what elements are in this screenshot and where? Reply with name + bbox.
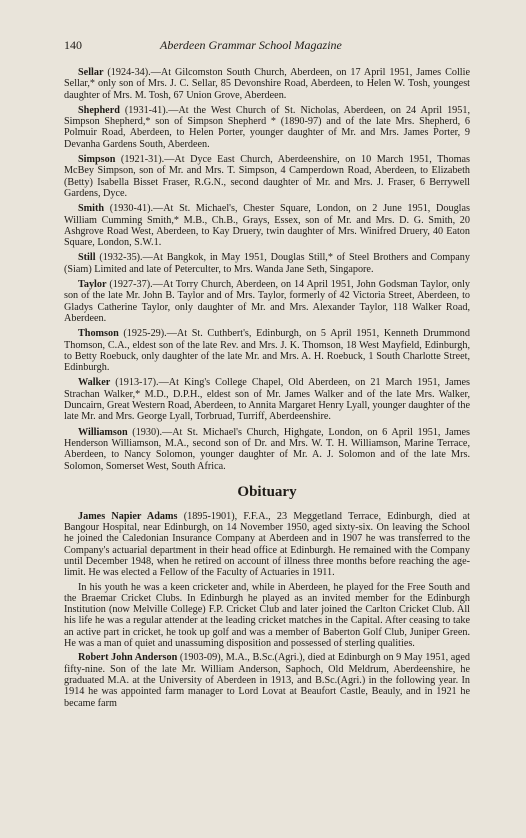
marriages-list [64, 67, 470, 472]
entry-text: (1927-37).—At Torry Church, Aberdeen, on 14 April 1951, John Godsman Taylor, only son of the late Mr. John B. Taylor and of Mrs. Taylor, formerly of 42 Victoria Street, Aberdeen, to Gladys Catherine Taylor, only daughter of Mr. and Mrs. Alexander Taylor, 118 Walker Road, Aberdeen. [64, 279, 470, 324]
entry-name: Taylor [78, 279, 107, 291]
entry-text: (1913-17).—At King's College Chapel, Old Aberdeen, on 21 March 1951, James Strachan Walker,* M.D., D.P.H., eldest son of Mr. James Walker and of the late Mrs. Walker, Duncairn, Great Western Road, Aberdeen, to Annita Margaret Henry Lyall, younger daughter of the late Mr. and Mrs. George Lyall, Torbruad, Turriff, Aberdeenshire. [64, 377, 470, 423]
obituary-paragraph [64, 652, 470, 708]
obituary-paragraph [64, 511, 470, 579]
obituary-list [64, 511, 470, 709]
entry-text: (1930).—At St. Michael's Church, Highgate, London, on 6 April 1951, James Henderson Williamson, M.A., second son of Dr. and Mrs. W. T. H. Williamson, Marine Terrace, Aberdeen, to Nancy Solomon, younger daughter of Mr. A. J. Solomon and of the late Mrs. Solomon, Somerset West, South Africa. [64, 426, 470, 472]
entry-name: Thomson [78, 328, 119, 340]
marriage-entry [64, 427, 470, 472]
obituary-name: Robert John Anderson [78, 652, 178, 664]
marriage-entry [64, 377, 470, 422]
entry-name: Smith [78, 203, 105, 215]
entry-name: Williamson [78, 426, 128, 438]
marriage-entry [64, 67, 470, 101]
journal-title: Aberdeen Grammar School Magazine [160, 38, 342, 52]
obituary-text: (1895-1901), F.F.A., 23 Meggetland Terrace, Edinburgh, died at Bangour Hospital, near Edinburgh, on 14 November 1950, aged sixty-six. On leaving the School he joined the Caledonian Insurance Company at Aberdeen and in 1907 he was transferred to the Company's actuarial department in their head office at Edinburgh. He remained with the Company until December 1948, when he retired on account of illness three months before reaching the age-limit. He was elected a Fellow of the Faculty of Actuaries in 1911. [64, 510, 470, 579]
entry-text: (1925-29).—At St. Cuthbert's, Edinburgh, on 5 April 1951, Kenneth Drummond Thomson, C.A., eldest son of the late Rev. and Mrs. J. K. Thomson, 18 West Mayfield, Edinburgh, to Betty Roebuck, only daughter of the late Mr. and Mrs. A. H. Roebuck, 1 South Charlotte Street, Edinburgh. [64, 328, 470, 374]
page-number: 140 [64, 38, 82, 52]
entry-text: (1931-41).—At the West Church of St. Nicholas, Aberdeen, on 24 April 1951, Simpson Shepherd,* son of Simpson Shepherd * (1890-97) and of the late Mrs. Shepherd, 6 Polmuir Road, Aberdeen, to Helen Porter, younger daughter of Mr. and Mrs. James Porter, 9 Devanha Gardens South, Aberdeen. [64, 104, 470, 150]
entry-text: (1921-31).—At Dyce East Church, Aberdeenshire, on 10 March 1951, Thomas McBey Simpson, son of Mr. and Mrs. T. Simpson, 4 Camperdown Road, Aberdeen, to Elizabeth (Betty) Isabella Bisset Fraser, R.G.N., second daughter of Mr. and Mrs. J. Fraser, 6 Berrywell Gardens, Dyce. [64, 154, 470, 199]
section-title-obituary: Obituary [237, 483, 297, 500]
marriage-entry [64, 105, 470, 150]
entry-name: Sellar [78, 67, 104, 78]
obituary-paragraph [64, 582, 470, 650]
marriage-entry [64, 203, 470, 248]
entry-text: (1932-35).—At Bangkok, in May 1951, Douglas Still,* of Steel Brothers and Company (Siam) Limited and late of Peterculter, to Mrs. Wanda Jane Seth, Singapore. [64, 252, 470, 275]
obituary-text: (1903-09), M.A., B.Sc.(Agri.), died at Edinburgh on 9 May 1951, aged fifty-nine. Son of the late Mr. William Anderson, Saphoch, Old Meldrum, Aberdeenshire, he graduated M.A. at the University of Aberdeen in 1913, and B.Sc.(Agri.) in the following year. In 1914 he was appointed farm manager to Lord Lovat at Beaufort Castle, Beauly, and in 1921 he became farm [64, 652, 470, 709]
entry-text: (1930-41).—At St. Michael's, Chester Square, London, on 2 June 1951, Douglas William Cumming Smith,* M.B., Ch.B., Grays, Essex, son of Mr. and Mrs. D. G. Smith, 20 Ashgrove Road West, Aberdeen, to Kay Druery, twin daughter of Mrs. Winifred Druery, 40 Eaton Square, London, S.W.1. [64, 203, 470, 249]
entry-name: Simpson [78, 154, 116, 166]
obituary-name: James Napier Adams [78, 510, 178, 522]
entry-text: (1924-34).—At Gilcomston South Church, Aberdeen, on 17 April 1951, James Collie Sellar,* only son of Mrs. J. C. Sellar, 85 Devonshire Road, Aberdeen, to Helen W. Tosh, youngest daughter of Mrs. M. Tosh, 67 Union Grove, Aberdeen. [64, 67, 470, 101]
marriage-entry [64, 279, 470, 324]
running-header [64, 38, 470, 53]
entry-name: Shepherd [78, 104, 120, 116]
marriage-entry [64, 252, 470, 275]
obituary-text: In his youth he was a keen cricketer and, while in Aberdeen, he played for the Free South and the Braemar Cricket Clubs. In Edinburgh he played as an invited member for the Edinburgh Institution (now Melville College) F.P. Cricket Club and later joined the Carlton Cricket Club. All his life he was a regular attender at the leading cricket matches in the Capital. After ceasing to take an active part in cricket, he took up golf and was a member of Baberton Golf Club, Juniper Green. He was a man of quiet and unassuming disposition and possessed of sterling qualities. [64, 581, 470, 650]
entry-name: Still [78, 252, 96, 264]
marriage-entry [64, 154, 470, 199]
marriage-entry [64, 328, 470, 373]
entry-name: Walker [78, 377, 111, 389]
